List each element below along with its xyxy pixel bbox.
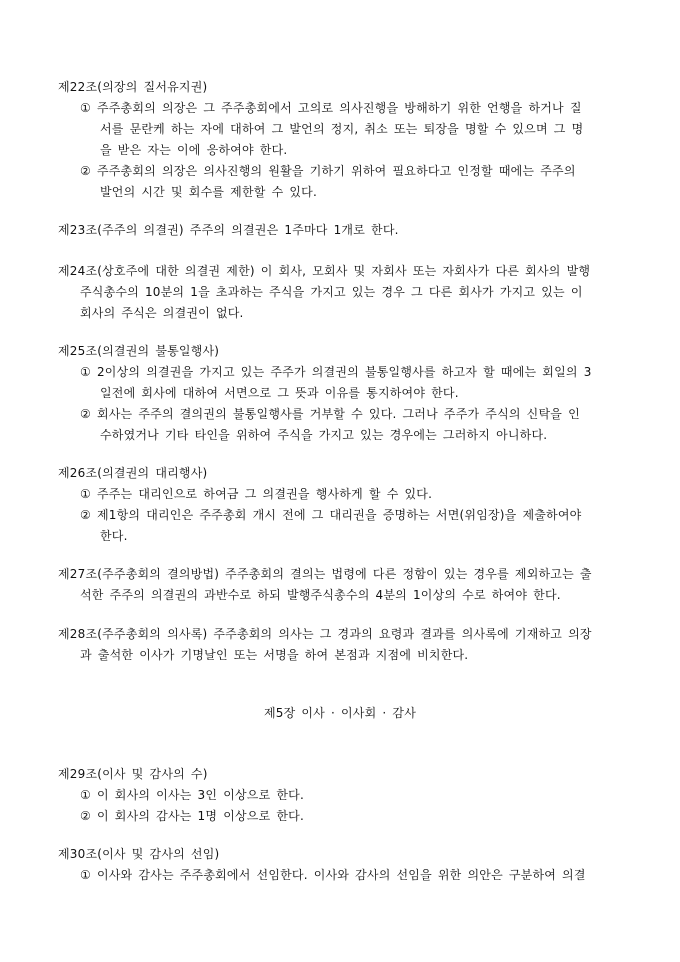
article-24-line-2: 주식총수의 10분의 1을 초과하는 주식을 가지고 있는 경우 그 다른 회사가 가지고 있는 이 — [80, 285, 583, 299]
article-23-text: 제23조(주주의 의결권) 주주의 의결권은 1주마다 1개로 한다. — [58, 223, 399, 237]
article-26-heading: 제26조(의결권의 대리행사) — [58, 466, 208, 480]
article-29-item-1: ① 이 회사의 이사는 3인 이상으로 한다. — [80, 788, 304, 802]
article-24-line-1: 제24조(상호주에 대한 의결권 제한) 이 회사, 모회사 및 자회사 또는 자회사가 다른 회사의 발행 — [58, 264, 591, 278]
article-26-item-2-line-1: ② 제1항의 대리인은 주주총회 개시 전에 그 대리권을 증명하는 서면(위임장)을 제출하여야 — [80, 508, 582, 522]
article-25-item-1-line-1: ① 2이상의 의결권을 가지고 있는 주주가 의결권의 불통일행사를 하고자 할 때에는 회일의 3 — [80, 365, 592, 379]
article-28-line-2: 과 출석한 이사가 기명날인 또는 서명을 하여 본점과 지점에 비치한다. — [80, 648, 469, 662]
article-27-line-1: 제27조(주주총회의 결의방법) 주주총회의 결의는 법령에 다른 정함이 있는 경우를 제외하고는 출 — [58, 567, 592, 581]
article-29-heading: 제29조(이사 및 감사의 수) — [58, 767, 208, 781]
article-22-item-1-line-3: 을 받은 자는 이에 응하여야 한다. — [100, 143, 288, 157]
article-26-item-1: ① 주주는 대리인으로 하여금 그 의결권을 행사하게 할 수 있다. — [80, 487, 433, 501]
article-28-line-1: 제28조(주주총회의 의사록) 주주총회의 의사는 그 경과의 요령과 결과를 의사록에 기재하고 의장 — [58, 627, 592, 641]
article-29-item-2: ② 이 회사의 감사는 1명 이상으로 한다. — [80, 809, 304, 823]
article-22-item-1-line-2: 서를 문란케 하는 자에 대하여 그 발언의 정지, 취소 또는 퇴장을 명할 수 있으며 그 명 — [100, 122, 584, 136]
article-22-item-2-line-1: ② 주주총회의 의장은 의사진행의 원활을 기하기 위하여 필요하다고 인정할 때에는 주주의 — [80, 164, 576, 178]
article-30-heading: 제30조(이사 및 감사의 선임) — [58, 847, 220, 861]
article-22-heading: 제22조(의장의 질서유지권) — [58, 80, 208, 94]
article-24-line-3: 회사의 주식은 의결권이 없다. — [80, 306, 244, 320]
article-25-item-2-line-1: ② 회사는 주주의 결의권의 불통일행사를 거부할 수 있다. 그러나 주주가 주식의 신탁을 인 — [80, 407, 580, 421]
article-25-item-2-line-2: 수하였거나 기타 타인을 위하여 주식을 가지고 있는 경우에는 그러하지 아니하다. — [100, 428, 548, 442]
article-30-item-1-line-1: ① 이사와 감사는 주주총회에서 선임한다. 이사와 감사의 선임을 위한 의안은 구분하여 의결 — [80, 868, 586, 882]
article-25-heading: 제25조(의결권의 불통일행사) — [58, 344, 220, 358]
chapter-5-title: 제5장 이사 · 이사회 · 감사 — [263, 706, 417, 720]
article-26-item-2-line-2: 한다. — [100, 529, 128, 543]
article-22-item-2-line-2: 발언의 시간 및 회수를 제한할 수 있다. — [100, 185, 317, 199]
article-22-item-1-line-1: ① 주주총회의 의장은 그 주주총회에서 고의로 의사진행을 방해하기 위한 언행을 하거나 질 — [80, 101, 582, 115]
article-27-line-2: 석한 주주의 의결권의 과반수로 하되 발행주식총수의 4분의 1이상의 수로 하여야 한다. — [80, 588, 561, 602]
article-25-item-1-line-2: 일전에 회사에 대하여 서면으로 그 뜻과 이유를 통지하여야 한다. — [100, 386, 459, 400]
